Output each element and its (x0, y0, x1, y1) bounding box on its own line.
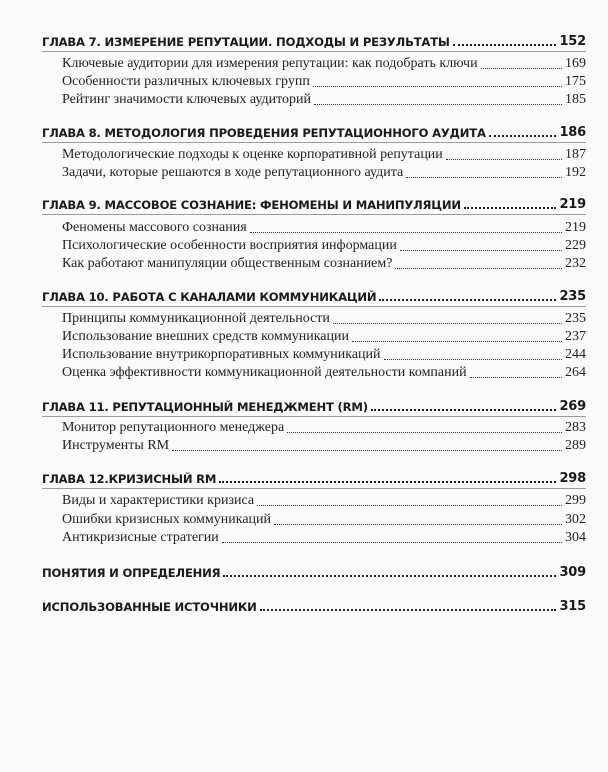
toc-chapter-11[interactable] (42, 396, 586, 414)
section-title: Оценка эффективности коммуникационной деятельности компаний (62, 365, 467, 380)
chapter-title: ПОНЯТИЯ И ОПРЕДЕЛЕНИЯ (42, 566, 221, 580)
leader-dots (371, 409, 557, 411)
toc-section[interactable] (62, 327, 586, 345)
section-title: Принципы коммуникационной деятельности (62, 311, 330, 326)
page-number: 237 (565, 329, 586, 344)
leader-dots (470, 377, 562, 378)
section-title: Использование внутрикорпоративных коммуникаций (62, 347, 381, 362)
chapter-divider (42, 306, 586, 307)
leader-dots (219, 481, 556, 483)
toc-chapter-10[interactable] (42, 286, 586, 304)
section-title: Ошибки кризисных коммуникаций (62, 512, 272, 527)
chapter-title: ГЛАВА 10. РАБОТА С КАНАЛАМИ КОММУНИКАЦИЙ (42, 290, 377, 304)
leader-dots (257, 505, 562, 506)
section-title: Особенности различных ключевых групп (62, 74, 310, 89)
toc-section[interactable] (62, 218, 586, 236)
leader-dots (453, 44, 557, 46)
section-title: Психологические особенности восприятия информации (62, 238, 397, 253)
page-number: 169 (565, 56, 586, 71)
leader-dots (222, 542, 562, 543)
leader-dots (406, 177, 562, 178)
toc-section[interactable] (62, 418, 586, 436)
leader-dots (464, 207, 557, 209)
leader-dots (313, 86, 562, 87)
chapter-title: ГЛАВА 8. МЕТОДОЛОГИЯ ПРОВЕДЕНИЯ РЕПУТАЦИОННОГО АУДИТА (42, 126, 486, 140)
toc-chapter-8[interactable] (42, 122, 586, 140)
page-number: 283 (565, 420, 586, 435)
section-title: Феномены массового сознания (62, 220, 247, 235)
section-title: Инструменты RM (62, 438, 170, 453)
leader-dots (395, 268, 562, 269)
page-number: 175 (565, 74, 586, 89)
section-title: Использование внешних средств коммуникации (62, 329, 349, 344)
leader-dots (172, 450, 562, 451)
leader-dots (223, 575, 556, 577)
page-number: 244 (565, 347, 586, 362)
section-title: Виды и характеристики кризиса (62, 493, 255, 508)
toc-section[interactable] (62, 363, 586, 381)
page-number: 235 (565, 311, 586, 326)
leader-dots (250, 232, 562, 233)
chapter-divider (42, 51, 586, 52)
page-number: 298 (559, 471, 586, 486)
toc-section[interactable] (62, 528, 586, 546)
section-title: Рейтинг значимости ключевых аудиторий (62, 92, 312, 107)
chapter-title: ГЛАВА 12.КРИЗИСНЫЙ RM (42, 472, 217, 486)
leader-dots (400, 250, 562, 251)
page-number: 232 (565, 256, 586, 271)
section-title: Антикризисные стратегии (62, 530, 219, 545)
toc-section[interactable] (62, 54, 586, 72)
toc-section[interactable] (62, 90, 586, 108)
chapter-divider (42, 416, 586, 417)
toc-section[interactable] (62, 236, 586, 254)
toc-section[interactable] (62, 309, 586, 327)
page-number: 315 (559, 599, 586, 614)
toc-section[interactable] (62, 254, 586, 272)
toc-chapter-9[interactable] (42, 194, 586, 212)
toc-section[interactable] (62, 345, 586, 363)
toc-section[interactable] (62, 510, 586, 528)
chapter-title: ГЛАВА 9. МАССОВОЕ СОЗНАНИЕ: ФЕНОМЕНЫ И МАНИПУЛЯЦИИ (42, 198, 461, 212)
leader-dots (287, 432, 562, 433)
page-number: 264 (565, 365, 586, 380)
page-number: 289 (565, 438, 586, 453)
page-number: 186 (559, 125, 586, 140)
leader-dots (489, 135, 557, 137)
toc-section[interactable] (62, 436, 586, 454)
leader-dots (352, 341, 562, 342)
leader-dots (481, 68, 562, 69)
chapter-divider (42, 488, 586, 489)
chapter-title: ИСПОЛЬЗОВАННЫЕ ИСТОЧНИКИ (42, 600, 257, 614)
page-number: 229 (565, 238, 586, 253)
leader-dots (274, 524, 562, 525)
page-number: 192 (565, 165, 586, 180)
toc-section[interactable] (62, 145, 586, 163)
toc-section[interactable] (62, 72, 586, 90)
page-number: 269 (559, 399, 586, 414)
toc-section[interactable] (62, 491, 586, 509)
section-title: Задачи, которые решаются в ходе репутационного аудита (62, 165, 404, 180)
leader-dots (446, 159, 562, 160)
page-number: 309 (559, 565, 586, 580)
leader-dots (379, 299, 556, 301)
page-number: 299 (565, 493, 586, 508)
toc-chapter-7[interactable] (42, 31, 586, 49)
leader-dots (260, 609, 557, 611)
page-number: 187 (565, 147, 586, 162)
chapter-title: ГЛАВА 7. ИЗМЕРЕНИЕ РЕПУТАЦИИ. ПОДХОДЫ И РЕЗУЛЬТАТЫ (42, 35, 450, 49)
page-number: 302 (565, 512, 586, 527)
chapter-title: ГЛАВА 11. РЕПУТАЦИОННЫЙ МЕНЕДЖМЕНТ (RM) (42, 400, 368, 414)
section-title: Ключевые аудитории для измерения репутации: как подобрать ключи (62, 56, 478, 71)
section-title: Как работают манипуляции общественным сознанием? (62, 256, 393, 271)
page-number: 152 (559, 34, 586, 49)
toc-concepts[interactable] (42, 562, 586, 580)
toc-section[interactable] (62, 163, 586, 181)
chapter-divider (42, 214, 586, 215)
leader-dots (384, 359, 562, 360)
toc-chapter-12[interactable] (42, 468, 586, 486)
leader-dots (314, 104, 562, 105)
page-number: 219 (559, 197, 586, 212)
section-title: Методологические подходы к оценке корпоративной репутации (62, 147, 443, 162)
toc-sources[interactable] (42, 596, 586, 614)
page-number: 219 (565, 220, 586, 235)
page-number: 185 (565, 92, 586, 107)
section-title: Монитор репутационного менеджера (62, 420, 285, 435)
page-number: 235 (559, 289, 586, 304)
leader-dots (333, 323, 562, 324)
chapter-divider (42, 142, 586, 143)
page-number: 304 (565, 530, 586, 545)
